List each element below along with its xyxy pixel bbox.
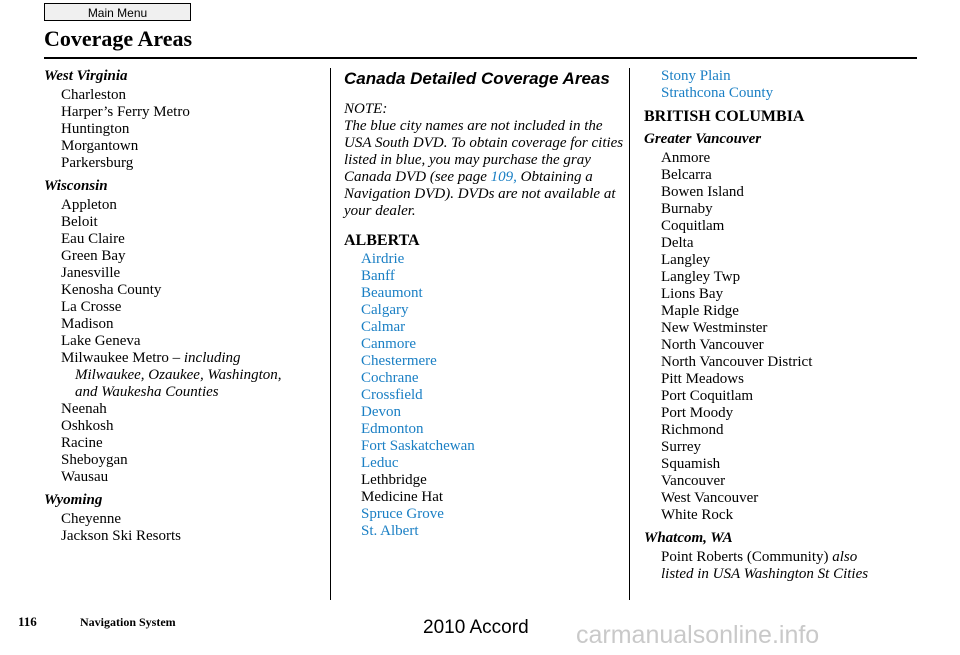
city-item: Bowen Island xyxy=(661,184,744,200)
page-number: 116 xyxy=(18,614,37,629)
city-item: Oshkosh xyxy=(61,418,114,434)
city-note: Milwaukee, Ozaukee, Washington, xyxy=(75,367,282,383)
page-title: Coverage Areas xyxy=(44,26,193,51)
city-item: Coquitlam xyxy=(661,218,725,234)
watermark: carmanualsonline.info xyxy=(576,621,820,649)
city-item: Squamish xyxy=(661,456,721,472)
city-item: Medicine Hat xyxy=(361,489,444,505)
city-item: Langley xyxy=(661,252,711,268)
bc-column xyxy=(644,68,924,583)
state-heading: West Virginia xyxy=(44,68,128,84)
city-item: Edmonton xyxy=(361,421,424,437)
column-divider xyxy=(330,68,331,600)
city-item: New Westminster xyxy=(661,320,768,336)
city-item: Green Bay xyxy=(61,248,126,264)
city-item: Leduc xyxy=(361,455,399,471)
city-item: White Rock xyxy=(661,507,734,523)
city-note: also xyxy=(832,549,858,565)
city-item: Morgantown xyxy=(61,138,139,154)
main-menu-button[interactable]: Main Menu xyxy=(44,3,191,21)
city-item: Belcarra xyxy=(661,167,712,183)
city-item: Airdrie xyxy=(361,251,405,267)
region-heading: Greater Vancouver xyxy=(644,131,762,147)
city-item: La Crosse xyxy=(61,299,122,315)
us-states-column xyxy=(44,68,324,545)
city-item: Chestermere xyxy=(361,353,437,369)
city-item: Cheyenne xyxy=(61,511,121,527)
city-item: Kenosha County xyxy=(61,282,162,298)
city-item: Spruce Grove xyxy=(361,506,444,522)
city-name: Point Roberts (Community) xyxy=(661,549,833,565)
city-name: Milwaukee Metro – xyxy=(61,350,184,366)
city-item: Calmar xyxy=(361,319,406,335)
canada-heading: Canada Detailed Coverage Areas xyxy=(344,69,610,88)
title-divider xyxy=(44,57,917,59)
note-label: NOTE: xyxy=(344,101,388,117)
city-item: Surrey xyxy=(661,439,701,455)
city-item: North Vancouver District xyxy=(661,354,813,370)
city-item: Devon xyxy=(361,404,401,420)
city-item: Delta xyxy=(661,235,694,251)
city-item: St. Albert xyxy=(361,523,419,539)
city-item: Richmond xyxy=(661,422,724,438)
city-item: Eau Claire xyxy=(61,231,125,247)
city-item: Strathcona County xyxy=(661,85,774,101)
alberta-city-list xyxy=(344,251,624,540)
city-item: Charleston xyxy=(61,87,126,103)
note-post: Obtaining a Navigation DVD). DVDs are not available at your dealer. xyxy=(344,169,616,219)
province-heading: BRITISH COLUMBIA xyxy=(644,108,805,125)
city-note: including xyxy=(183,350,241,366)
city-item: Port Moody xyxy=(661,405,734,421)
footer-model: 2010 Accord xyxy=(423,617,529,638)
state-heading: Wyoming xyxy=(44,492,103,508)
city-item: Vancouver xyxy=(661,473,726,489)
city-item: Cochrane xyxy=(361,370,419,386)
footer-section: Navigation System xyxy=(80,615,176,629)
city-item: Calgary xyxy=(361,302,409,318)
city-item: Madison xyxy=(61,316,114,332)
city-item: Lions Bay xyxy=(661,286,724,302)
city-item: Canmore xyxy=(361,336,416,352)
city-note: listed in USA Washington St Cities xyxy=(661,566,869,582)
city-note: and Waukesha Counties xyxy=(75,384,219,400)
page-link[interactable]: 109, xyxy=(490,169,517,185)
city-item: Burnaby xyxy=(661,201,713,217)
city-item xyxy=(644,549,924,566)
city-item: Jackson Ski Resorts xyxy=(61,528,181,544)
city-item: Neenah xyxy=(61,401,107,417)
city-item: Beloit xyxy=(61,214,98,230)
province-heading: ALBERTA xyxy=(344,232,420,249)
city-item: Pitt Meadows xyxy=(661,371,744,387)
city-item: Beaumont xyxy=(361,285,423,301)
city-item: Lethbridge xyxy=(361,472,427,488)
city-item xyxy=(44,350,324,367)
city-item: Parkersburg xyxy=(61,155,134,171)
city-item: Janesville xyxy=(61,265,121,281)
city-item: Banff xyxy=(361,268,395,284)
note-text xyxy=(344,101,624,220)
city-item: Lake Geneva xyxy=(61,333,141,349)
city-item: Wausau xyxy=(61,469,109,485)
state-heading: Wisconsin xyxy=(44,178,108,194)
city-item: North Vancouver xyxy=(661,337,764,353)
city-item: Sheboygan xyxy=(61,452,128,468)
canada-column xyxy=(344,68,624,540)
city-item: Harper’s Ferry Metro xyxy=(61,104,190,120)
city-item: Port Coquitlam xyxy=(661,388,754,404)
city-item: Langley Twp xyxy=(661,269,741,285)
city-item: Huntington xyxy=(61,121,130,137)
column-divider xyxy=(629,68,630,600)
city-item: Maple Ridge xyxy=(661,303,739,319)
note-pre: The blue city names are not included in the USA South DVD. To obtain coverage for cities listed in blue, you may purchase the gray Canada DVD (see page xyxy=(344,118,624,185)
region-heading: Whatcom, WA xyxy=(644,530,733,546)
city-item: Crossfield xyxy=(361,387,423,403)
city-item: West Vancouver xyxy=(661,490,759,506)
city-item: Stony Plain xyxy=(661,68,731,84)
city-item: Racine xyxy=(61,435,103,451)
city-item: Fort Saskatchewan xyxy=(361,438,475,454)
city-item: Anmore xyxy=(661,150,711,166)
city-item: Appleton xyxy=(61,197,117,213)
